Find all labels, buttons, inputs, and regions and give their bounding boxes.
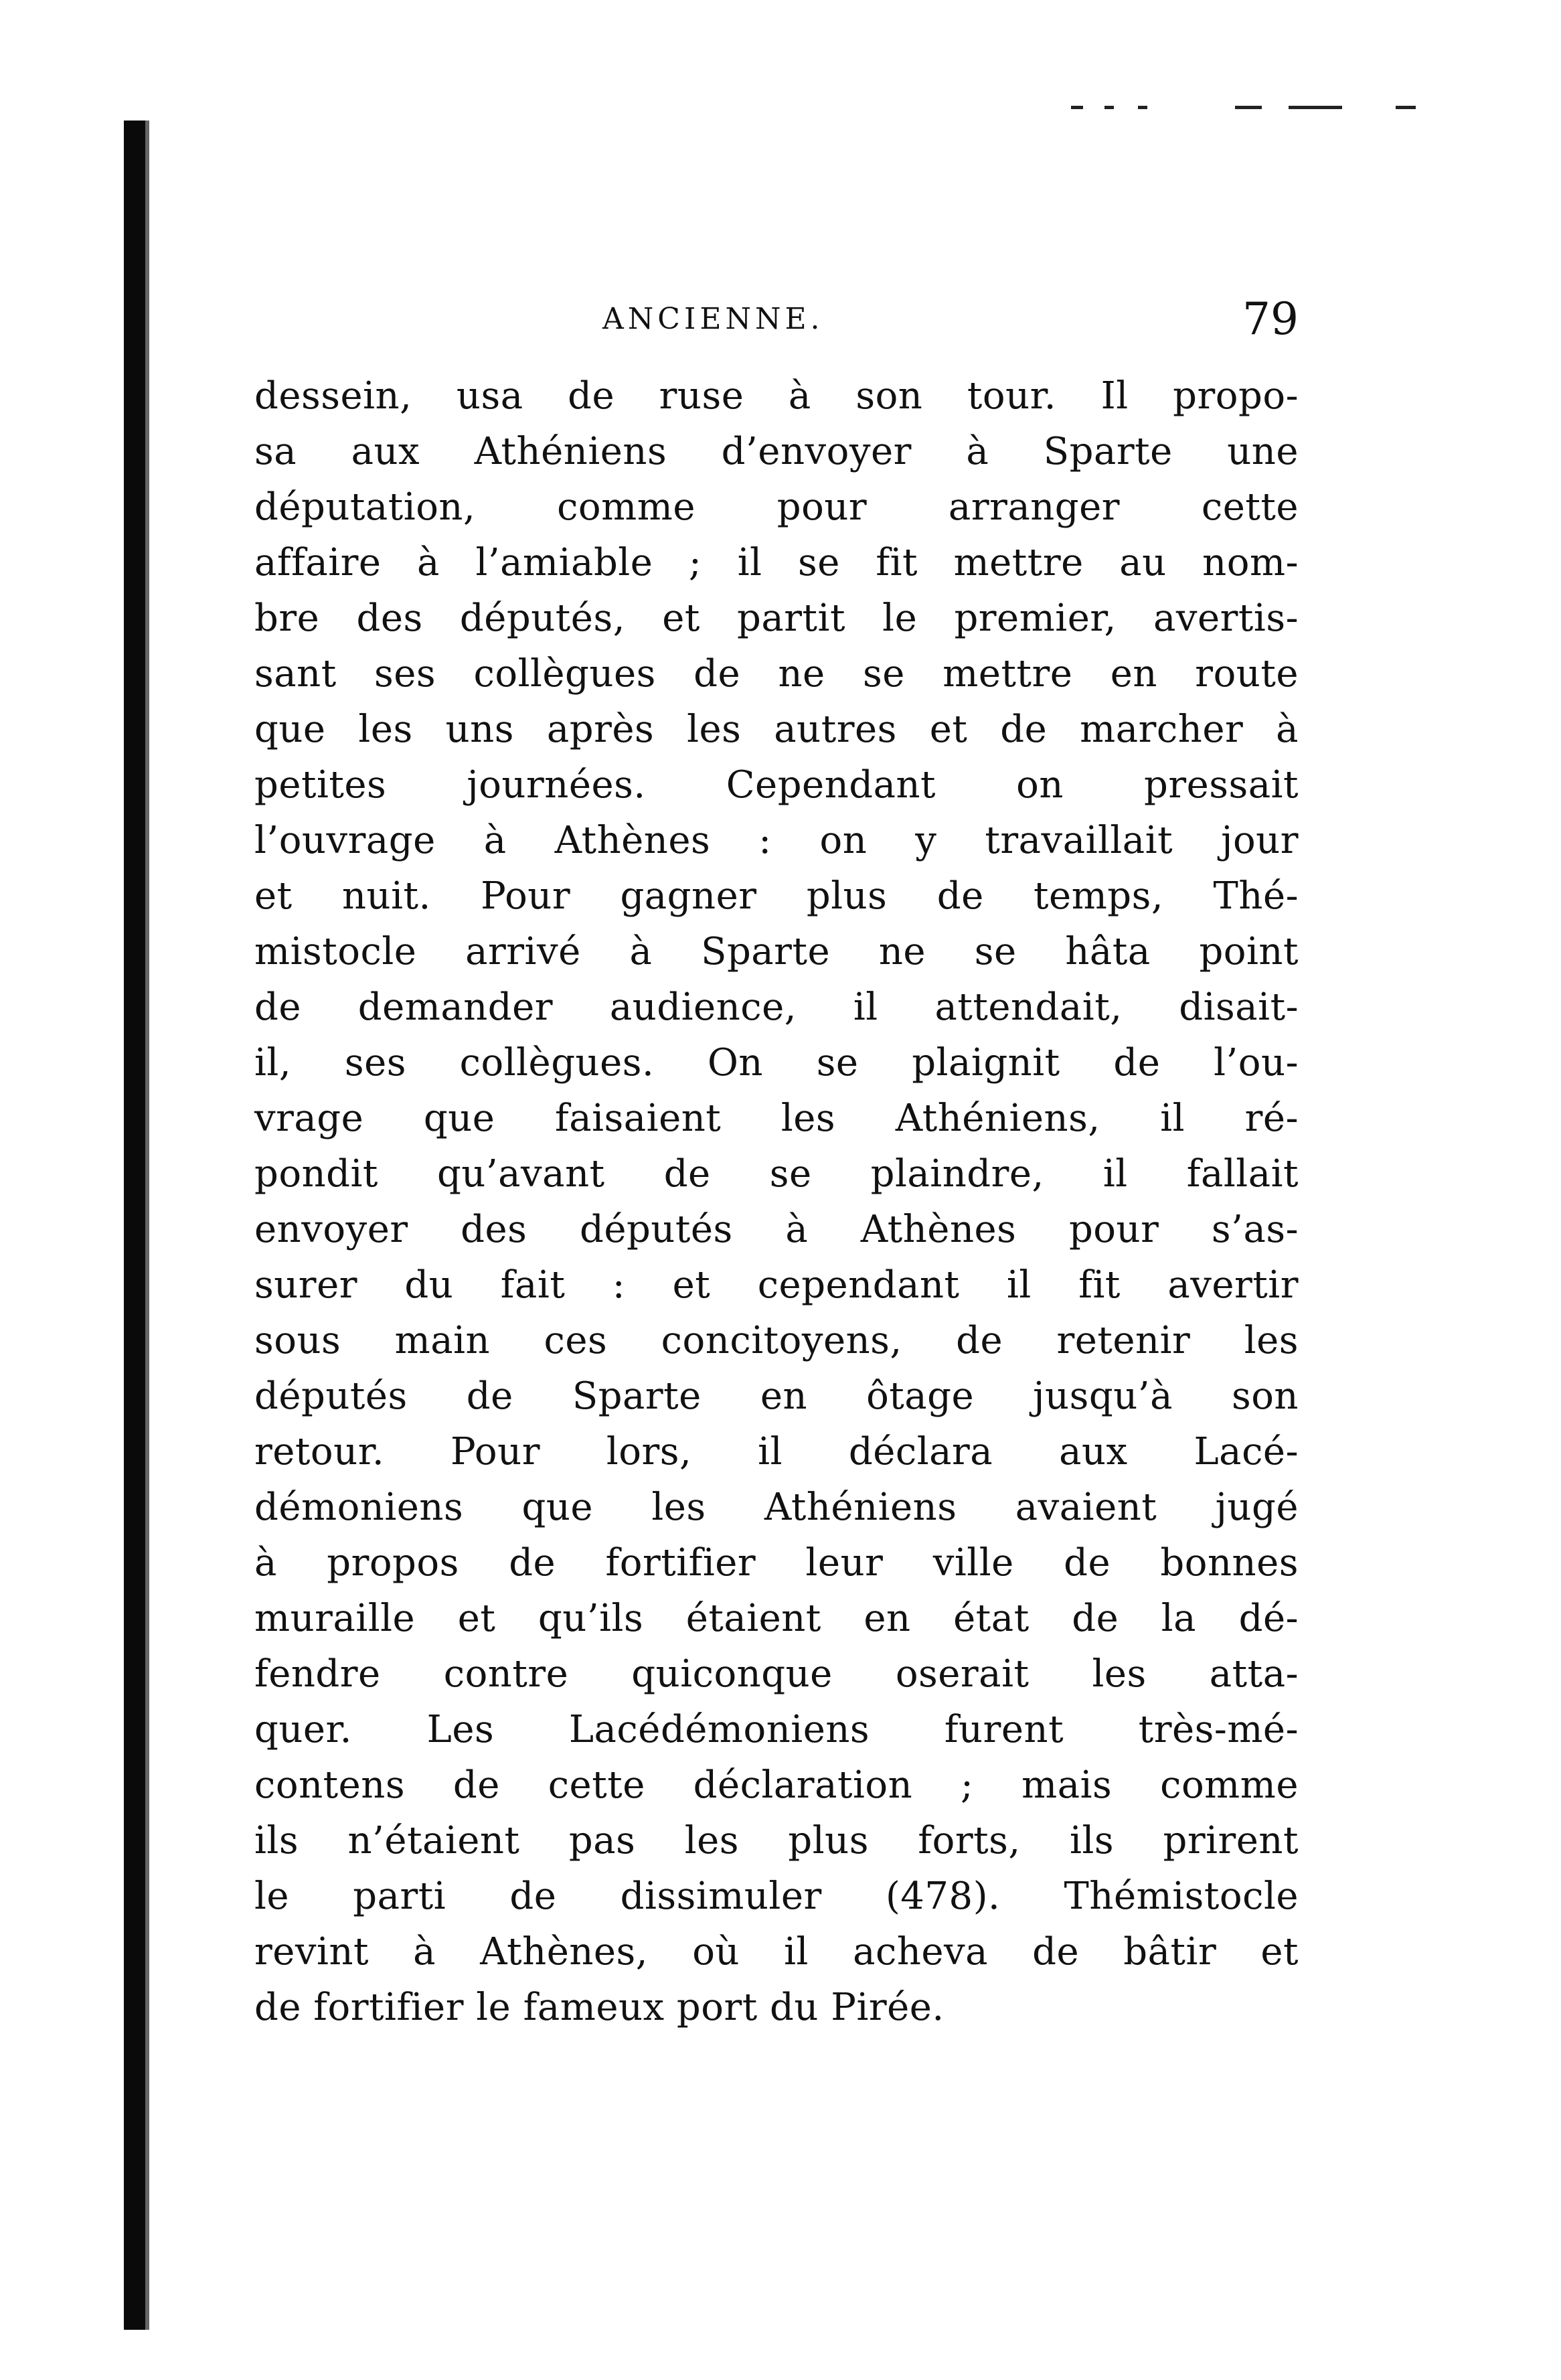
- text-line: de demander audience, il attendait, disait-: [254, 985, 1299, 1029]
- text-line: à propos de fortifier leur ville de bonnes: [254, 1541, 1299, 1585]
- text-line: envoyer des députés à Athènes pour s’as-: [254, 1208, 1299, 1251]
- top-dash-6: [1396, 106, 1416, 109]
- text-line: et nuit. Pour gagner plus de temps, Thé-: [254, 874, 1299, 918]
- binding-edge: [124, 121, 145, 2330]
- text-line: sous main ces concitoyens, de retenir les: [254, 1319, 1299, 1362]
- top-dash-4: [1235, 106, 1262, 109]
- text-line: affaire à l’amiable ; il se fit mettre au nom-: [254, 541, 1299, 584]
- text-line: l’ouvrage à Athènes : on y travaillait jour: [254, 819, 1299, 862]
- text-line: fendre contre quiconque oserait les atta-: [254, 1652, 1299, 1696]
- text-line: dessein, usa de ruse à son tour. Il propo-: [254, 374, 1299, 418]
- text-line: retour. Pour lors, il déclara aux Lacé-: [254, 1430, 1299, 1474]
- binding-shadow: [145, 121, 149, 2330]
- text-line: députation, comme pour arranger cette: [254, 485, 1299, 529]
- text-line: bre des députés, et partit le premier, avertis-: [254, 597, 1299, 640]
- text-line: de fortifier le fameux port du Pirée.: [254, 1986, 944, 2029]
- text-line: mistocle arrivé à Sparte ne se hâta point: [254, 930, 1299, 973]
- text-line: il, ses collègues. On se plaignit de l’ou-: [254, 1041, 1299, 1085]
- body-text: [254, 368, 1299, 2035]
- text-line: vrage que faisaient les Athéniens, il ré-: [254, 1097, 1299, 1140]
- text-line: pondit qu’avant de se plaindre, il fallait: [254, 1152, 1299, 1196]
- text-line: muraille et qu’ils étaient en état de la dé-: [254, 1597, 1299, 1640]
- text-line: ils n’étaient pas les plus forts, ils prirent: [254, 1819, 1299, 1862]
- text-line: petites journées. Cependant on pressait: [254, 763, 1299, 807]
- top-dash-2: [1104, 106, 1114, 109]
- text-line: démoniens que les Athéniens avaient jugé: [254, 1486, 1299, 1529]
- text-line: députés de Sparte en ôtage jusqu’à son: [254, 1374, 1299, 1418]
- text-line: sant ses collègues de ne se mettre en route: [254, 652, 1299, 696]
- text-line: que les uns après les autres et de marcher à: [254, 708, 1299, 751]
- text-line: revint à Athènes, où il acheva de bâtir et: [254, 1930, 1299, 1974]
- running-head: ANCIENNE.: [602, 302, 824, 336]
- page-number: 79: [1242, 293, 1299, 345]
- top-dash-3: [1138, 106, 1147, 109]
- top-dash-1: [1071, 106, 1083, 109]
- text-line: surer du fait : et cependant il fit avertir: [254, 1263, 1299, 1307]
- text-line: contens de cette déclaration ; mais comme: [254, 1763, 1299, 1807]
- text-line: le parti de dissimuler (478). Thémistocle: [254, 1875, 1299, 1918]
- top-dash-5: [1289, 106, 1342, 109]
- text-line: sa aux Athéniens d’envoyer à Sparte une: [254, 430, 1299, 473]
- text-line: quer. Les Lacédémoniens furent très-mé-: [254, 1708, 1299, 1751]
- page-header: [254, 289, 1299, 349]
